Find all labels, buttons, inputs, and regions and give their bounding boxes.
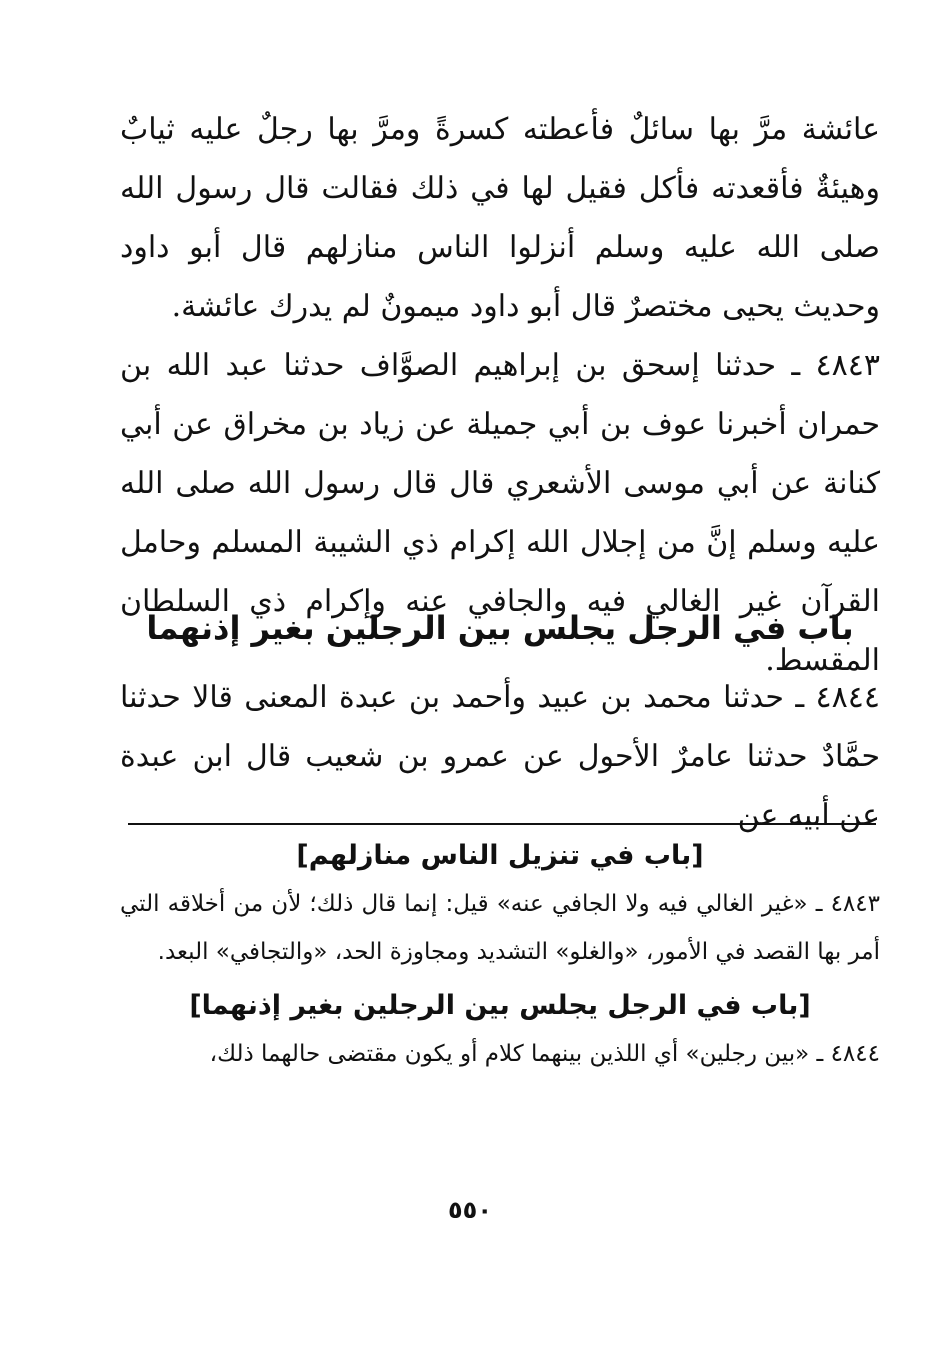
page-number: ٥٥٠ xyxy=(448,1196,492,1224)
note-4844: ٤٨٤٤ ـ «بين رجلين» أي اللذين بينهما كلام أو يكون مقتضى حالهما ذلك، xyxy=(209,1041,880,1067)
note-heading-2: [باب في الرجل يجلس بين الرجلين بغير إذنهما] xyxy=(189,990,811,1021)
note-4843: ٤٨٤٣ ـ «غير الغالي فيه ولا الجافي عنه» قيل: إنما قال ذلك؛ لأن من أخلاقه التي أمر بها القصد في الأمور، «والغلو» التشديد ومجاوزة الحد، «والتجافي» البعد. xyxy=(120,891,880,965)
hadith-paragraph-4843: ٤٨٤٣ ـ حدثنا إسحق بن إبراهيم الصوَّاف حدثنا عبد الله بن حمران أخبرنا عوف بن أبي جميلة عن زياد بن مخراق عن أبي كنانة عن أبي موسى الأشعري قال قال رسول الله صلى الله عليه وسلم إنَّ من إجلال الله إكرام ذي الشيبة المسلم وحامل القرآن غير الغالي فيه والجافي عنه وإكرام ذي السلطان المقسط. xyxy=(120,348,881,678)
note-heading-1: [باب في تنزيل الناس منازلهم] xyxy=(296,840,704,871)
chapter-heading: باب في الرجل يجلس بين الرجلين بغير إذنهما xyxy=(146,609,854,647)
hadith-paragraph-continued: عائشة مرَّ بها سائلٌ فأعطته كسرةً ومرَّ بها رجلٌ عليه ثيابٌ وهيئةٌ فأقعدته فأكل فقيل لها في ذلك فقالت قال رسول الله صلى الله عليه وسلم أنزلوا الناس منازلهم قال أبو داود وحديث يحيى مختصرٌ قال أبو داود ميمونٌ لم يدرك عائشة. xyxy=(120,112,880,324)
footnote-divider xyxy=(128,823,876,825)
commentary-notes xyxy=(120,832,880,1078)
hadith-paragraph-4844: ٤٨٤٤ ـ حدثنا محمد بن عبيد وأحمد بن عبدة المعنى قالا حدثنا حمَّادٌ حدثنا عامرٌ الأحول عن عمرو بن شعيب قال ابن عبدة عن أبيه عن xyxy=(120,680,880,833)
main-text-block-2 xyxy=(120,668,880,845)
